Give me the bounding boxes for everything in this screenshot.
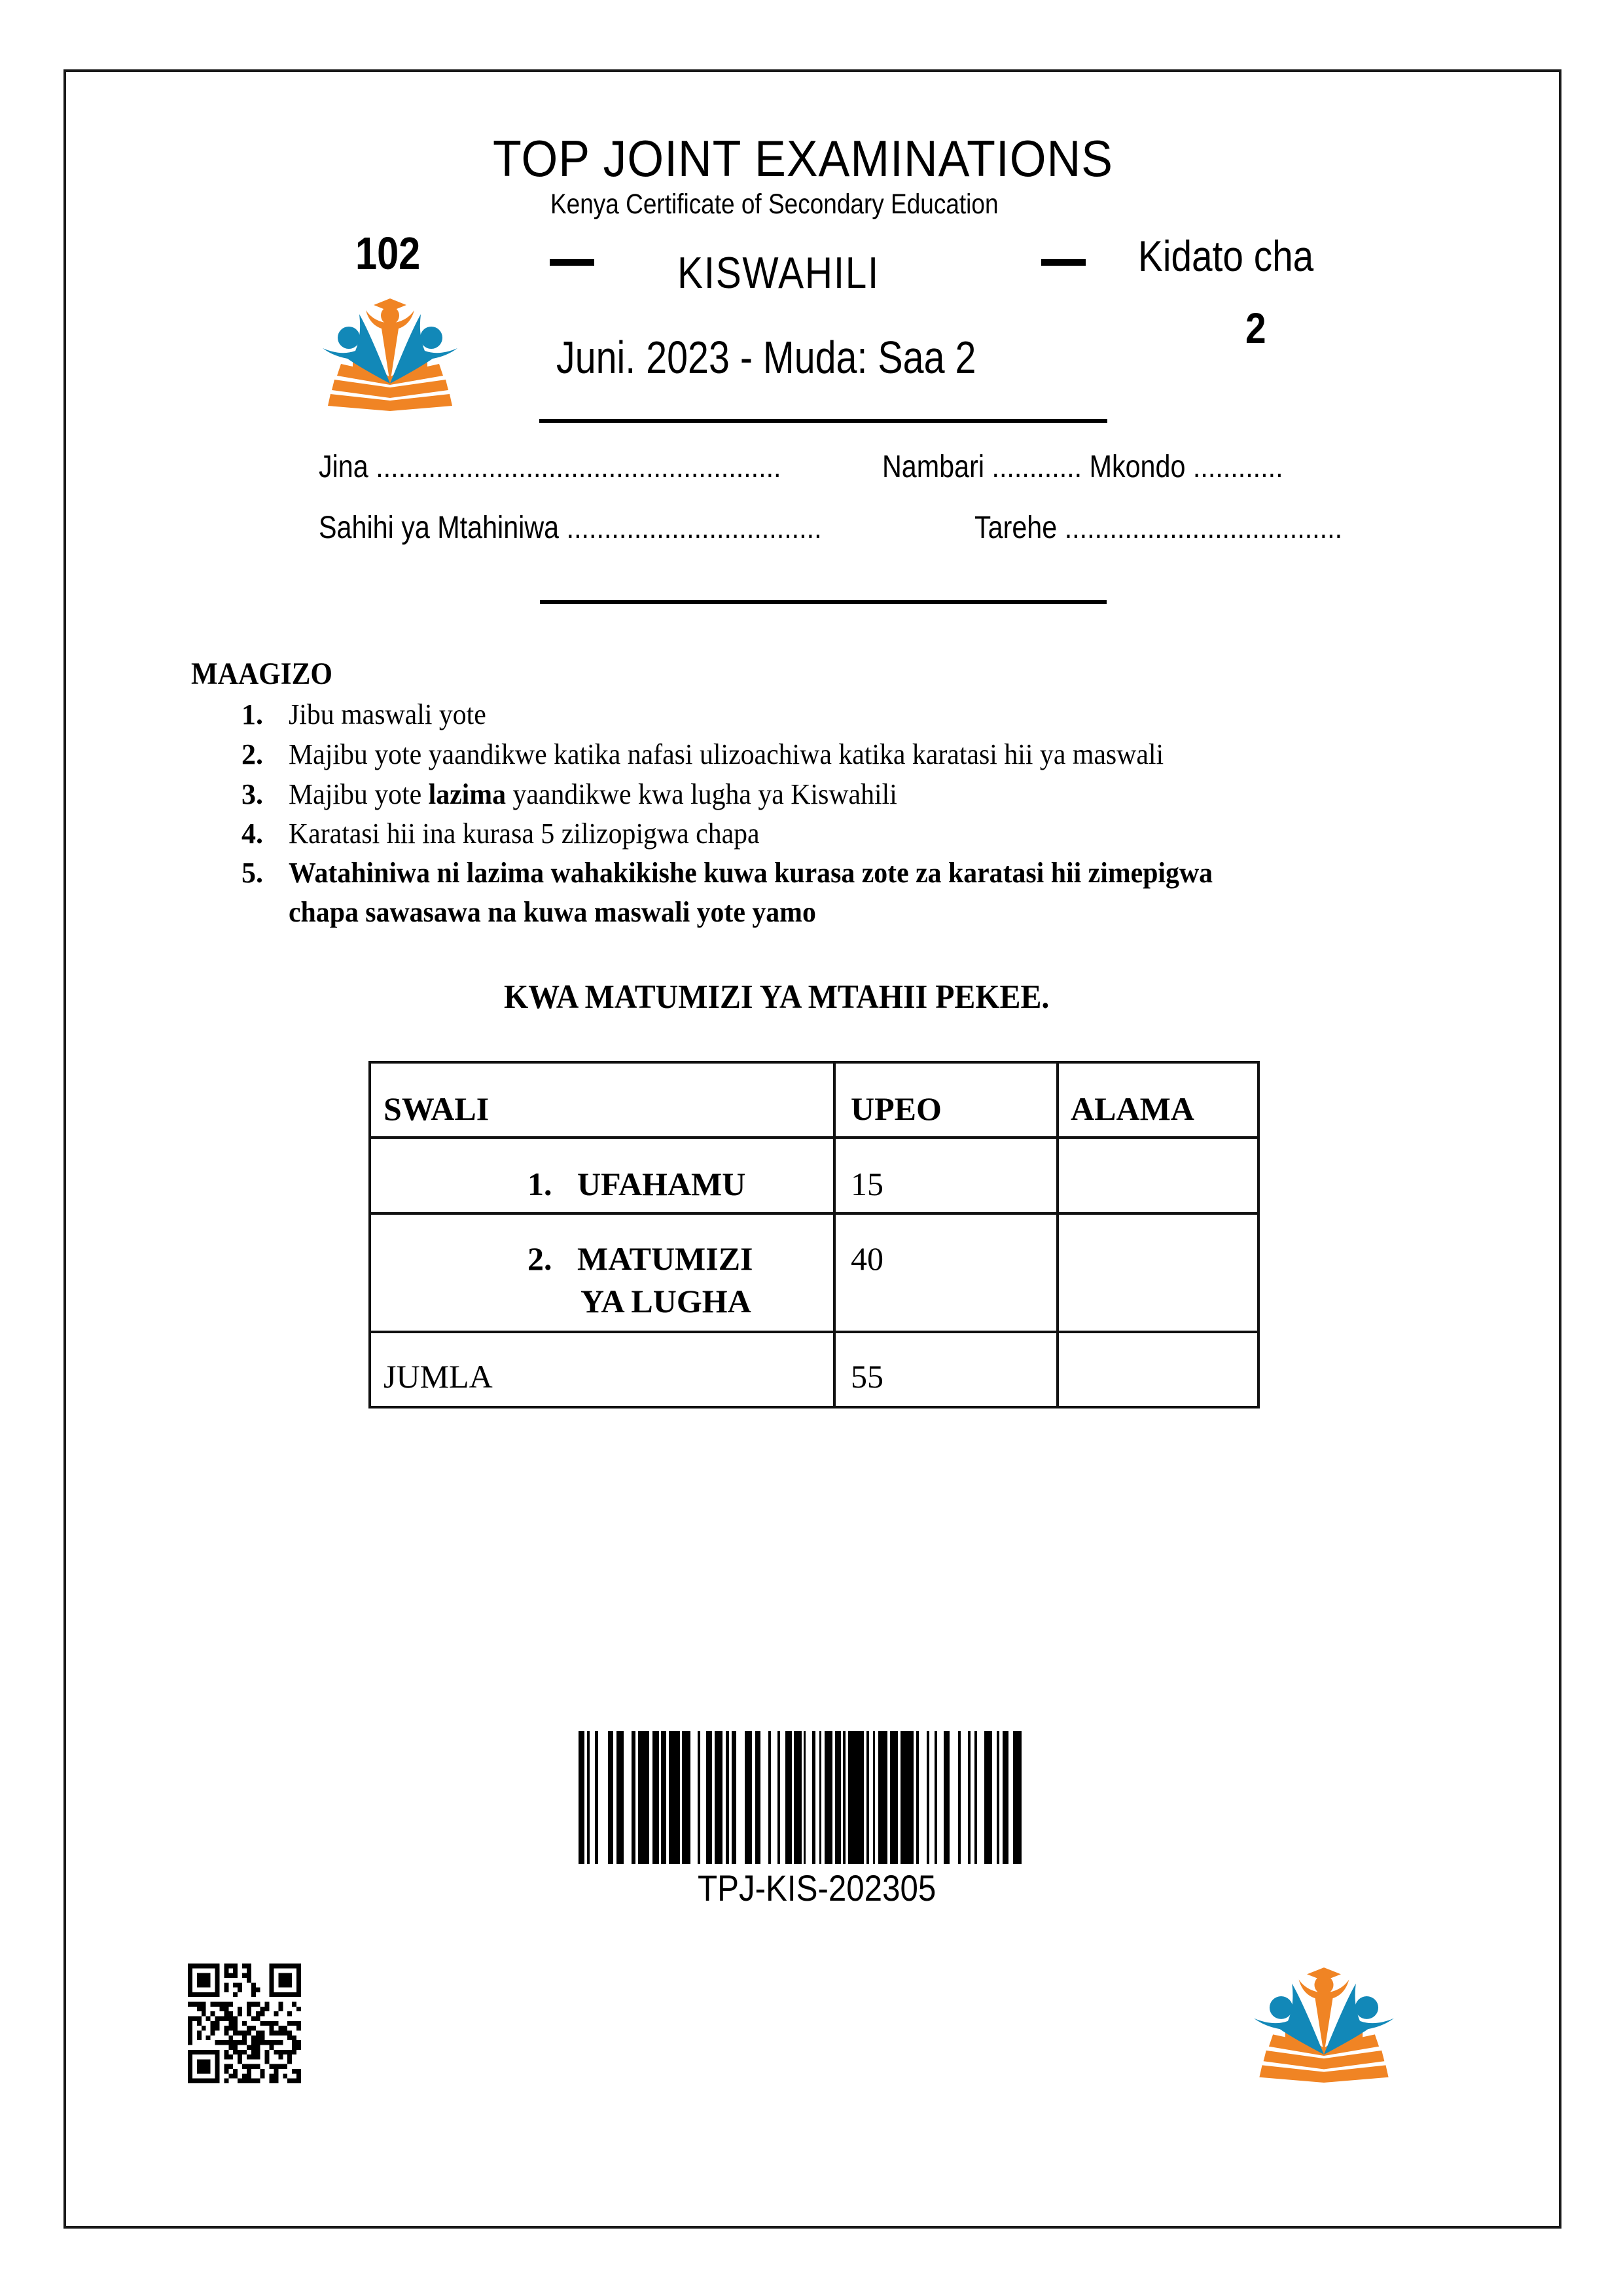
number-label: Nambari xyxy=(882,450,984,484)
qr-code-icon xyxy=(188,1964,301,2083)
instruction-emphasis: lazima xyxy=(428,778,507,810)
barcode-icon xyxy=(579,1731,1022,1864)
question-max-marks: 15 xyxy=(851,1166,883,1202)
instruction-number: 4. xyxy=(241,817,263,850)
instruction-item-continued: chapa sawasawa na kuwa maswali yote yamo xyxy=(289,896,816,928)
signature-input[interactable]: .................................. xyxy=(566,511,822,545)
table-border xyxy=(368,1331,1260,1333)
name-field-row xyxy=(319,452,781,483)
instruction-item: Majibu yote yaandikwe katika nafasi ulizoachiwa katika karatasi hii ya maswali xyxy=(289,738,1164,770)
organization-title: TOP JOINT EXAMINATIONS xyxy=(493,130,1113,187)
fields-rule xyxy=(540,600,1107,604)
instruction-text: Majibu yote xyxy=(289,778,429,810)
stream-input[interactable]: ............ xyxy=(1192,450,1283,484)
column-header-alama: ALAMA xyxy=(1071,1090,1194,1127)
date-label: Tarehe xyxy=(974,511,1058,545)
instruction-text: yaandikwe kwa lugha ya Kiswahili xyxy=(506,778,897,810)
date-duration: Juni. 2023 - Muda: Saa 2 xyxy=(556,332,976,383)
table-border xyxy=(368,1136,1260,1139)
barcode-label: TPJ-KIS-202305 xyxy=(698,1867,936,1909)
paper-code: 102 xyxy=(355,228,421,279)
instruction-item: Watahiniwa ni lazima wahakikishe kuwa kurasa zote za karatasi hii zimepigwa xyxy=(289,857,1213,889)
instruction-item: Karatasi hii ina kurasa 5 zilizopigwa chapa xyxy=(289,817,760,850)
question-number: 2. xyxy=(527,1240,552,1277)
separator-dash xyxy=(550,259,594,266)
separator-dash xyxy=(1041,259,1086,266)
instruction-number: 5. xyxy=(241,857,263,889)
table-border xyxy=(368,1212,1260,1215)
form-number: 2 xyxy=(1245,304,1266,352)
examiner-table-heading: KWA MATUMIZI YA MTAHII PEKEE. xyxy=(504,978,1050,1016)
instruction-number: 3. xyxy=(241,778,263,810)
date-input[interactable]: ..................................... xyxy=(1064,511,1343,545)
table-border xyxy=(368,1061,1260,1064)
question-name: MATUMIZI xyxy=(577,1240,753,1277)
question-name-continued: YA LUGHA xyxy=(580,1283,751,1319)
date-field-row xyxy=(974,512,1342,544)
header-rule xyxy=(539,419,1107,423)
name-input[interactable]: ...................................................... xyxy=(376,450,781,484)
name-label: Jina xyxy=(319,450,368,484)
total-label: JUMLA xyxy=(383,1358,493,1395)
table-border xyxy=(1056,1061,1059,1408)
form-label: Kidato cha xyxy=(1138,232,1314,280)
graduate-book-logo-icon xyxy=(321,296,459,412)
signature-field-row xyxy=(319,512,822,544)
question-max-marks: 40 xyxy=(851,1240,883,1277)
table-border xyxy=(368,1406,1260,1408)
table-border xyxy=(1257,1061,1260,1408)
instruction-number: 1. xyxy=(241,698,263,730)
graduate-book-logo-icon xyxy=(1253,1965,1395,2084)
certificate-subtitle: Kenya Certificate of Secondary Education xyxy=(550,188,999,220)
table-border xyxy=(368,1061,371,1408)
number-input[interactable]: ............ xyxy=(991,450,1082,484)
subject-title: KISWAHILI xyxy=(677,248,880,298)
instruction-item xyxy=(289,780,897,809)
table-border xyxy=(833,1061,836,1408)
instruction-item: Jibu maswali yote xyxy=(289,698,486,730)
column-header-upeo: UPEO xyxy=(851,1090,942,1127)
question-number: 1. xyxy=(527,1166,552,1202)
examiner-table xyxy=(368,1061,1258,1407)
stream-label: Mkondo xyxy=(1089,450,1186,484)
question-name: UFAHAMU xyxy=(577,1166,746,1202)
instruction-number: 2. xyxy=(241,738,263,770)
column-header-swali: SWALI xyxy=(383,1090,490,1127)
number-field-row xyxy=(882,452,1283,483)
total-max-marks: 55 xyxy=(851,1358,883,1395)
signature-label: Sahihi ya Mtahiniwa xyxy=(319,511,560,545)
instructions-title: MAAGIZO xyxy=(191,656,332,691)
